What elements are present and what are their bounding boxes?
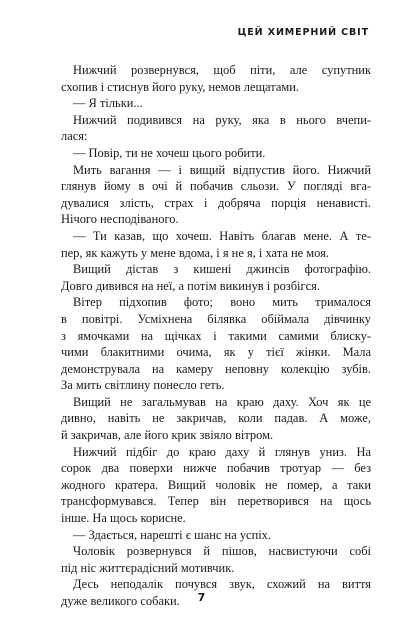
text-line: жодного кратера. Вищий чоловік не помер, а таки: [61, 477, 371, 492]
text-line: сорок два поверхи нижче побачив тротуар — без: [61, 461, 371, 476]
running-head: ЦЕЙ ХИМЕРНИЙ СВІТ: [237, 27, 369, 38]
paragraph: [61, 543, 371, 576]
text-line: дувалися злість, страх і добряча порція ненависті.: [61, 195, 371, 210]
paragraph: [61, 62, 371, 95]
text-line: Мить вагання — і вищий відпустив його. Нижчий: [73, 162, 371, 177]
paragraph: [61, 162, 371, 228]
text-line: інше. На щось корисне.: [61, 511, 186, 526]
text-line: демонструвала на камеру неповну колекцію зубів.: [61, 361, 371, 376]
text-line: Вітер підхопив фото; воно мить трималося: [73, 295, 371, 310]
text-line: Нижчий підбіг до краю даху й глянув униз. На: [73, 444, 371, 459]
paragraph: [61, 444, 371, 527]
text-line: Нижчий подивився на руку, яка в нього вчепи-: [73, 112, 371, 127]
text-line: глянув йому в очі й побачив сльози. У погляді вга-: [61, 179, 371, 194]
text-line: За мить світлину понесло геть.: [61, 378, 225, 393]
text-line: й закричав, але його крик звіяло вітром.: [61, 428, 274, 443]
text-line: дуже великого собаки.: [61, 594, 180, 608]
text-line: Вищий не загальмував на краю даху. Хоч як це: [73, 394, 371, 409]
paragraph: [61, 112, 371, 145]
text-line: — Ти казав, що хочеш. Навіть благав мене. А те-: [73, 228, 371, 243]
paragraph: [61, 145, 371, 162]
text-line: дивно, навіть не закричав, коли падав. А може,: [61, 411, 371, 426]
page-number: 7: [197, 591, 206, 604]
text-line: з ямочками на щічках і такими самими блиску-: [61, 328, 371, 343]
text-line: в повітрі. Усміхнена білявка обіймала дівчинку: [61, 311, 371, 326]
text-line: Десь неподалік почувся звук, схожий на виття: [73, 577, 371, 592]
text-line: Довго дивився на неї, а потім викинув і розбігся.: [61, 278, 320, 293]
text-line: під ніс життєрадісний мотивчик.: [61, 560, 235, 575]
text-line: Чоловік розвернувся й пішов, насвистуючи собі: [73, 544, 371, 559]
text-line: лася:: [61, 129, 88, 144]
body-text: [61, 62, 371, 610]
text-line: Нічого несподіваного.: [61, 212, 179, 227]
text-line: трансформувався. Тепер він перетворився на щось: [61, 494, 371, 509]
text-line: чими блакитними очима, як у тієї жінки. Мала: [61, 345, 371, 360]
text-line: Нижчий розвернувся, щоб піти, але супутник: [73, 63, 371, 77]
paragraph: [61, 95, 371, 112]
paragraph: [61, 394, 371, 444]
text-line: — Повір, ти не хочеш цього робити.: [73, 145, 266, 160]
paragraph: [61, 294, 371, 394]
text-line: пер, як кажуть у мене вдома, і я не я, і хата не моя.: [61, 245, 329, 260]
paragraph: [61, 261, 371, 294]
paragraph: [61, 527, 371, 544]
text-line: схопив і стиснув його руку, немов лещатами.: [61, 79, 299, 94]
text-line: Вищий дістав з кишені джинсів фотографію.: [73, 262, 371, 277]
text-line: — Я тільки...: [73, 96, 143, 111]
text-line: — Здається, нарешті є шанс на успіх.: [73, 527, 272, 542]
paragraph: [61, 228, 371, 261]
